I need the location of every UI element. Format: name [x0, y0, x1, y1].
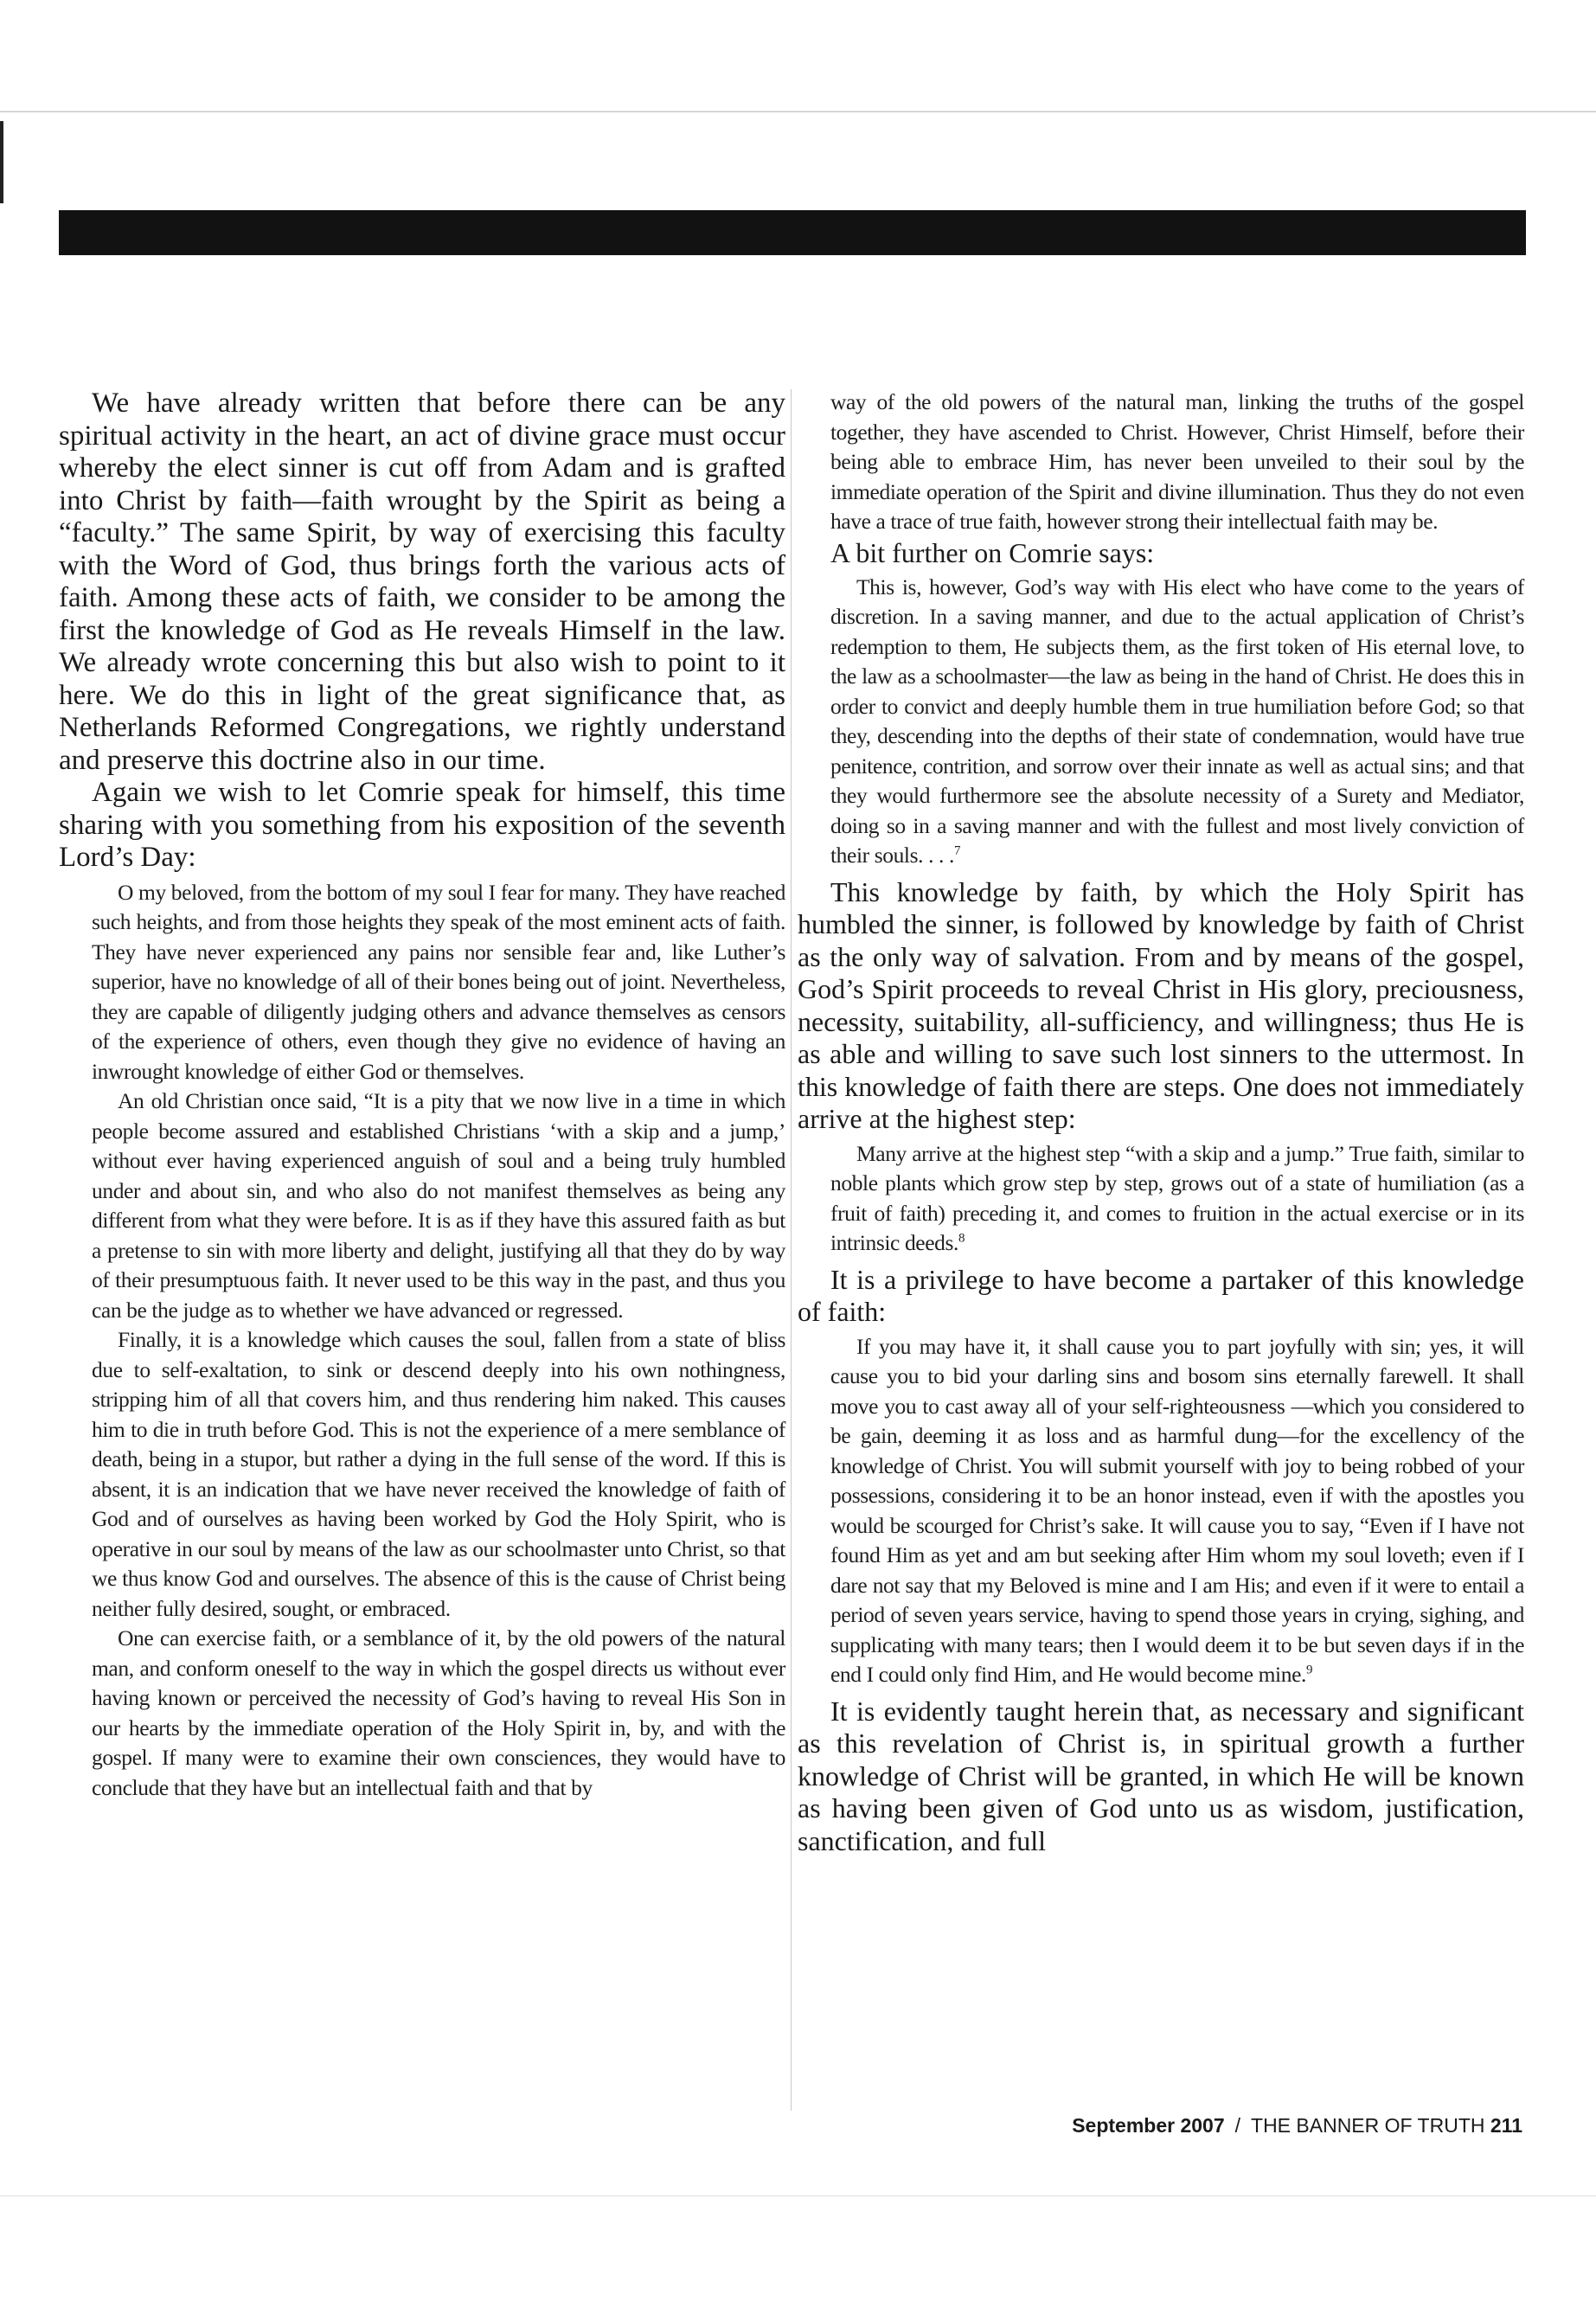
- header-bar: [59, 210, 1526, 255]
- page-number: 211: [1490, 2114, 1522, 2137]
- right-column: [798, 388, 1524, 1857]
- quote-paragraph: [830, 1332, 1524, 1690]
- block-quote: [798, 573, 1524, 871]
- left-column: [59, 388, 785, 1808]
- footer-publication: THE BANNER OF TRUTH: [1251, 2114, 1485, 2137]
- scan-edge-line: [0, 111, 1596, 112]
- footer-date: September 2007: [1072, 2114, 1225, 2137]
- page-footer: [865, 2114, 1522, 2138]
- quote-paragraph: way of the old powers of the natural man, linking the truths of the gospel together, they have ascended to Christ. However, Christ Himself, before their being able to embrace Him, has never been unveiled to their soul by the immediate operation of the Spirit and divine illumination. Thus they do not even have a trace of true faith, however strong their intellectual faith may be.: [830, 389, 1524, 534]
- body-paragraph: We have already written that before there can be any spiritual activity in the heart, an act of divine grace must occur whereby the elect sinner is cut off from Adam and is grafted into Christ by faith—faith wrought by the Spirit as being a “faculty.” The same Spirit, by way of exercising this faculty with the Word of God, thus brings forth the various acts of faith. Among these acts of faith, we consider to be among the first the knowledge of God as He reveals Himself in the law. We already wrote concerning this but also wish to point to it here. We do this in light of the great significance that, as Netherlands Reformed Congregations, we rightly understand and preserve this doctrine also in our time.: [59, 388, 785, 776]
- footnote-ref: 9: [1306, 1663, 1313, 1677]
- footnote-ref: 8: [958, 1231, 965, 1246]
- block-quote: [798, 1139, 1524, 1259]
- block-quote: [798, 1332, 1524, 1690]
- quote-text: This is, however, God’s way with His elect who have come to the years of discretion. In a saving manner, and due to the actual application of Christ’s redemption to them, He subjects them, as the first token of His eternal love, to the law as a schoolmaster—the law as being in the hand of Christ. He does this in order to convict and deeply humble them in true humiliation before God; so that they, descending into the depths of their state of condemnation, would have true penitence, contrition, and sorrow over their innate as well as actual sins; and that they would furthermore see the absolute necessity of a Surety and Mediator, doing so in a saving manner and with the fullest and most lively conviction of their souls. . . .: [830, 574, 1524, 868]
- quote-paragraph: One can exercise faith, or a semblance of it, by the old powers of the natural man, and conform oneself to the way in which the gospel directs us without ever having known or perceived the necessity of God’s having to reveal His Son in our hearts by the immediate operation of the Holy Spirit in, by, and with the gospel. If many were to examine their own consciences, they would have to conclude that they have but an intellectual faith and that by: [92, 1625, 785, 1800]
- block-quote: [59, 878, 785, 1804]
- block-quote-continued: [798, 388, 1524, 537]
- body-paragraph: A bit further on Comrie says:: [830, 536, 1155, 568]
- scan-edge-mark: [0, 121, 3, 203]
- footer-separator: /: [1234, 2114, 1241, 2137]
- body-paragraph: It is evidently taught herein that, as necessary and significant as this revelation of Christ is, in spiritual growth a further knowledge of Christ will be granted, in which He will be known as having been given of God unto us as wisdom, justification, sanctification, and full: [798, 1695, 1524, 1856]
- quote-paragraph: [830, 573, 1524, 871]
- footnote-ref: 7: [953, 843, 961, 858]
- quote-paragraph: [830, 1139, 1524, 1259]
- column-divider: [791, 389, 792, 2111]
- quote-paragraph: Finally, it is a knowledge which causes the soul, fallen from a state of bliss due to self-exaltation, to sink or descend deeply into his own nothingness, stripping him of all that covers him, and thus rendering him naked. This causes him to die in truth before God. This is not the experience of a mere semblance of death, being in a stupor, but rather a dying in the full sense of the word. If this is absent, it is an indication that we have never received the knowledge of faith of God and of ourselves as having been worked by God the Holy Spirit, who is operative in our soul by means of the law as our schoolmaster unto Christ, so that we thus know God and ourselves. The absence of this is the cause of Christ being neither fully desired, sought, or embraced.: [92, 1327, 785, 1621]
- quote-text: Many arrive at the highest step “with a skip and a jump.” True faith, similar to noble plants which grow step by step, grows out of a state of humiliation (as a fruit of faith) preceding it, and comes to fruition in the actual exercise or in its intrinsic deeds.: [830, 1140, 1524, 1255]
- body-paragraph: It is a privilege to have become a partaker of this knowledge of faith:: [798, 1263, 1524, 1327]
- body-paragraph: Again we wish to let Comrie speak for himself, this time sharing with you something from his exposition of the seventh Lord’s Day:: [59, 777, 785, 873]
- quote-paragraph: An old Christian once said, “It is a pity that we now live in a time in which people become assured and established Christians ‘with a skip and a jump,’ without ever having experienced anguish of soul and a being truly humbled under and about sin, and who also do not manifest themselves as being any different from what they were before. It is as if they have this assured faith as but a pretense to sin with more liberty and delight, justifying all that they do by way of their presumptuous faith. It never used to be this way in the past, and thus you can be the judge as to whether we have advanced or regressed.: [92, 1088, 785, 1323]
- quote-text: If you may have it, it shall cause you to part joyfully with sin; yes, it will cause you to bid your darling sins and bosom sins eternally farewell. It shall move you to cast away all of your self-righteousness —which you considered to be gain, deeming it as loss and as harmful dung—for the excellency of the knowledge of Christ. You will submit yourself with joy to being robbed of your possessions, considering it to be an honor instead, even if with the apostles you would be scourged for Christ’s sake. It will cause you to say, “Even if I have not found Him as yet and am but seeking after Him whom my soul loveth; even if I dare not say that my Beloved is mine and I am His; and even if it were to entail a period of seven years service, having to spend those years in crying, sighing, and supplicating with many tears; then I would deem it to be but seven days if in the end I could only find Him, and He would become mine.: [830, 1333, 1524, 1687]
- quote-paragraph: O my beloved, from the bottom of my soul I fear for many. They have reached such heights, and from those heights they speak of the most eminent acts of faith. They have never experienced any pains nor sensible fear and, like Luther’s superior, have no knowledge of all of their bones being out of joint. Nevertheless, they are capable of diligently judging others and advance themselves as censors of the experience of others, even though they give no evidence of having an inwrought knowledge of either God or themselves.: [92, 879, 785, 1084]
- scan-edge-line-bottom: [0, 2195, 1596, 2196]
- body-paragraph: This knowledge by faith, by which the Holy Spirit has humbled the sinner, is followed by knowledge by faith of Christ as the only way of salvation. From and by means of the gospel, God’s Spirit proceeds to reveal Christ in His glory, preciousness, necessity, suitability, all-sufficiency, and willingness; thus He is as able and willing to save such lost sinners to the uttermost. In this knowledge of faith there are steps. One does not immediately arrive at the highest step:: [798, 875, 1524, 1134]
